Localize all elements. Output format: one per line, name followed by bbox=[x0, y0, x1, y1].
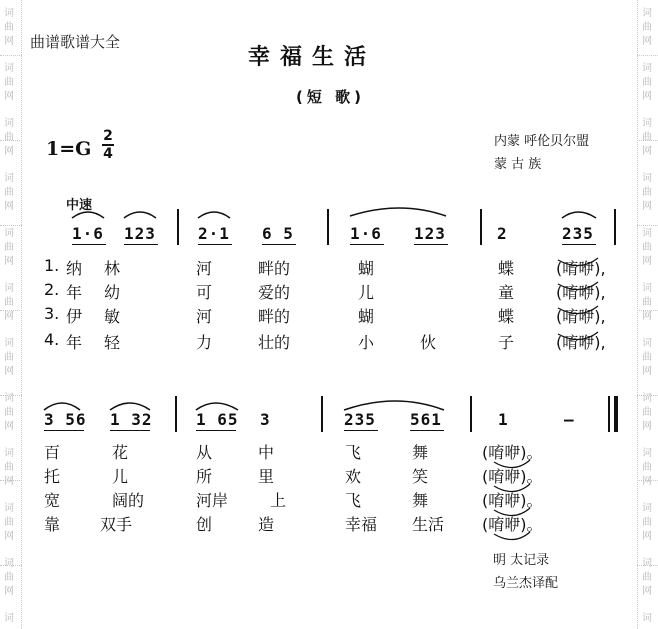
note-group: 561 bbox=[410, 410, 442, 429]
watermark-glyph: 曲 bbox=[4, 22, 14, 33]
lyric-word: 轻 bbox=[104, 333, 121, 352]
slur bbox=[344, 401, 444, 410]
lyric-word: 蝴 bbox=[358, 259, 375, 278]
lyric-word: 靠 bbox=[44, 515, 61, 534]
lyric-word: 上 bbox=[270, 491, 287, 510]
lyric-word: 百 bbox=[44, 443, 61, 462]
watermark-glyph: 词 bbox=[642, 173, 652, 184]
watermark-glyph: 曲 bbox=[642, 22, 652, 33]
watermark-glyph: 词 bbox=[642, 228, 652, 239]
lyricist-credit: 乌兰杰译配 bbox=[493, 576, 559, 591]
watermark-glyph: 网 bbox=[642, 421, 652, 432]
watermark-glyph: 词 bbox=[642, 558, 652, 569]
watermark-glyph: 词 bbox=[4, 503, 14, 514]
watermark-glyph: 词 bbox=[642, 393, 652, 404]
watermark-glyph: 网 bbox=[642, 586, 652, 597]
beam bbox=[198, 244, 232, 245]
lyric-word: 笑 bbox=[412, 467, 429, 486]
note-group: 3 56 bbox=[44, 410, 87, 429]
slur bbox=[562, 212, 596, 218]
lyric-word: 中 bbox=[258, 443, 275, 462]
lyric-word: 河 bbox=[196, 307, 213, 326]
slur bbox=[44, 403, 80, 410]
lyric-word: 舞 bbox=[412, 443, 429, 462]
bar-line bbox=[321, 396, 323, 432]
lyric-word: 儿 bbox=[112, 467, 129, 486]
note-group: 123 bbox=[124, 224, 156, 243]
lyric-word: 托 bbox=[44, 467, 61, 486]
watermark-glyph: 网 bbox=[642, 366, 652, 377]
lyric-word: 宽 bbox=[44, 491, 61, 510]
lyric-word: 畔的 bbox=[258, 259, 291, 278]
time-denominator: 4 bbox=[103, 146, 113, 162]
watermark-glyph: 网 bbox=[4, 36, 14, 47]
watermark-glyph: 曲 bbox=[642, 352, 652, 363]
note-group: 2 bbox=[497, 224, 508, 243]
lyric-word: 伊 bbox=[66, 307, 83, 326]
lyric-word: 蝴 bbox=[358, 307, 375, 326]
lyric-word: 幼 bbox=[104, 283, 121, 302]
beam bbox=[262, 244, 296, 245]
lyric-word: 创 bbox=[196, 515, 213, 534]
ethnic-label: 蒙 古 族 bbox=[494, 157, 542, 172]
watermark-glyph: 曲 bbox=[4, 242, 14, 253]
watermark-glyph: 网 bbox=[4, 91, 14, 102]
lyric-word: 爱的 bbox=[258, 283, 291, 302]
lyric-word: (唷咿)。 bbox=[482, 467, 543, 486]
beam bbox=[196, 430, 236, 431]
lyric-word: (唷咿), bbox=[556, 283, 606, 302]
lyric-word: 力 bbox=[196, 333, 213, 352]
watermark-glyph: 词 bbox=[642, 448, 652, 459]
note-group: 1 32 bbox=[110, 410, 153, 429]
watermark-glyph: 网 bbox=[4, 476, 14, 487]
beam bbox=[414, 244, 448, 245]
lyric-word: 飞 bbox=[345, 443, 362, 462]
watermark-glyph: 曲 bbox=[642, 462, 652, 473]
lyric-word: 畔的 bbox=[258, 307, 291, 326]
lyric-word: 敏 bbox=[104, 307, 121, 326]
watermark-glyph: 词 bbox=[4, 118, 14, 129]
song-title: 幸福生活 bbox=[248, 45, 377, 70]
beam bbox=[350, 244, 384, 245]
watermark-glyph: 网 bbox=[4, 311, 14, 322]
beam bbox=[410, 430, 444, 431]
lyric-word: 双手 bbox=[100, 515, 133, 534]
watermark-glyph: 网 bbox=[642, 91, 652, 102]
lyric-word: 花 bbox=[112, 443, 129, 462]
lyric-word: 伙 bbox=[420, 333, 437, 352]
watermark-glyph: 曲 bbox=[4, 77, 14, 88]
lyric-word: (唷咿), bbox=[556, 307, 606, 326]
note-group: 6 5 bbox=[262, 224, 294, 243]
lyric-word: 纳 bbox=[66, 259, 83, 278]
watermark-glyph: 词 bbox=[4, 338, 14, 349]
lyric-word: 子 bbox=[498, 333, 515, 352]
watermark-glyph: 词 bbox=[642, 283, 652, 294]
watermark-glyph: 曲 bbox=[642, 407, 652, 418]
slur bbox=[110, 403, 150, 410]
lyric-word: 舞 bbox=[412, 491, 429, 510]
watermark-glyph: 曲 bbox=[4, 132, 14, 143]
beam bbox=[344, 430, 378, 431]
note-group: 1·6 bbox=[350, 224, 382, 243]
lyric-word: 年 bbox=[66, 333, 83, 352]
watermark-glyph: 曲 bbox=[642, 132, 652, 143]
lyric-word: 所 bbox=[196, 467, 213, 486]
watermark-glyph: 曲 bbox=[4, 352, 14, 363]
note-group: 1 bbox=[498, 410, 509, 429]
lyric-word: 4. bbox=[44, 330, 60, 349]
slur bbox=[350, 208, 446, 216]
bar-line bbox=[175, 396, 177, 432]
watermark-glyph: 曲 bbox=[642, 77, 652, 88]
watermark-glyph: 词 bbox=[4, 63, 14, 74]
lyric-word: 河 bbox=[196, 259, 213, 278]
watermark-glyph: 词 bbox=[642, 503, 652, 514]
beam bbox=[72, 244, 106, 245]
final-bar-line bbox=[614, 396, 618, 432]
note-group: 123 bbox=[414, 224, 446, 243]
beam bbox=[44, 430, 84, 431]
watermark-glyph: 网 bbox=[4, 421, 14, 432]
song-subtitle: (短 歌) bbox=[296, 88, 365, 106]
lyric-word: 生活 bbox=[412, 515, 445, 534]
region-label: 内蒙 呼伦贝尔盟 bbox=[494, 134, 590, 149]
lyric-word: 小 bbox=[358, 333, 375, 352]
watermark-glyph: 曲 bbox=[4, 187, 14, 198]
lyric-word: (唷咿)。 bbox=[482, 491, 543, 510]
slur bbox=[196, 403, 238, 410]
beam bbox=[110, 430, 150, 431]
lyric-word: 1. bbox=[44, 256, 60, 275]
watermark-glyph: 网 bbox=[642, 476, 652, 487]
lyric-word: 河岸 bbox=[196, 491, 229, 510]
watermark-glyph: 网 bbox=[4, 586, 14, 597]
watermark-glyph: 词 bbox=[4, 228, 14, 239]
lyric-word: 里 bbox=[258, 467, 275, 486]
note-group: 1·6 bbox=[72, 224, 104, 243]
watermark-glyph: 网 bbox=[642, 311, 652, 322]
lyric-word: 从 bbox=[196, 443, 213, 462]
watermark-glyph: 曲 bbox=[642, 242, 652, 253]
key-signature: 1=G bbox=[46, 138, 92, 160]
time-numerator: 2 bbox=[103, 128, 113, 144]
tempo-marking: 中速 bbox=[66, 198, 93, 213]
recorder-credit: 明 太记录 bbox=[493, 553, 550, 568]
slur bbox=[198, 212, 230, 218]
lyric-word: 童 bbox=[498, 283, 515, 302]
watermark-glyph: 曲 bbox=[4, 297, 14, 308]
watermark-glyph: 词 bbox=[4, 8, 14, 19]
watermark-glyph: 网 bbox=[642, 201, 652, 212]
note-group: 1 65 bbox=[196, 410, 239, 429]
watermark-glyph: 曲 bbox=[642, 187, 652, 198]
watermark-glyph: 词 bbox=[642, 118, 652, 129]
note-group: 3 bbox=[260, 410, 271, 429]
watermark-glyph: 曲 bbox=[4, 462, 14, 473]
bar-line bbox=[608, 396, 610, 432]
lyric-word: 3. bbox=[44, 304, 60, 323]
lyric-word: (唷咿)。 bbox=[482, 443, 543, 462]
note-group: – bbox=[564, 410, 575, 429]
lyric-word: (唷咿), bbox=[556, 333, 606, 352]
note-group: 235 bbox=[344, 410, 376, 429]
watermark-glyph: 词 bbox=[4, 393, 14, 404]
beam bbox=[562, 244, 596, 245]
watermark-glyph: 词 bbox=[642, 338, 652, 349]
watermark-glyph: 曲 bbox=[4, 517, 14, 528]
slur bbox=[124, 212, 156, 218]
watermark-glyph: 曲 bbox=[642, 517, 652, 528]
watermark-glyph: 网 bbox=[642, 36, 652, 47]
watermark-glyph: 词 bbox=[4, 448, 14, 459]
bar-line bbox=[470, 396, 472, 432]
watermark-glyph: 词 bbox=[642, 613, 652, 624]
lyric-word: 造 bbox=[258, 515, 275, 534]
lyric-word: 飞 bbox=[345, 491, 362, 510]
watermark-glyph: 曲 bbox=[642, 572, 652, 583]
lyric-word: (唷咿)。 bbox=[482, 515, 543, 534]
note-group: 2·1 bbox=[198, 224, 230, 243]
watermark-glyph: 网 bbox=[642, 531, 652, 542]
lyric-word: 阔的 bbox=[112, 491, 145, 510]
watermark-glyph: 网 bbox=[4, 146, 14, 157]
watermark-glyph: 词 bbox=[4, 173, 14, 184]
watermark-glyph: 词 bbox=[4, 283, 14, 294]
lyric-word: 2. bbox=[44, 280, 60, 299]
watermark-glyph: 网 bbox=[4, 256, 14, 267]
watermark-glyph: 曲 bbox=[4, 407, 14, 418]
lyric-word: 欢 bbox=[345, 467, 362, 486]
lyric-word: (唷咿), bbox=[556, 259, 606, 278]
watermark-glyph: 词 bbox=[4, 558, 14, 569]
watermark-glyph: 网 bbox=[4, 366, 14, 377]
slur bbox=[72, 212, 104, 218]
watermark-glyph: 词 bbox=[4, 613, 14, 624]
lyric-word: 幸福 bbox=[345, 515, 378, 534]
lyric-word: 林 bbox=[104, 259, 121, 278]
site-label: 曲谱歌谱大全 bbox=[30, 33, 121, 51]
lyric-word: 壮的 bbox=[258, 333, 291, 352]
watermark-glyph: 词 bbox=[642, 63, 652, 74]
watermark-glyph: 词 bbox=[642, 8, 652, 19]
watermark-glyph: 网 bbox=[4, 201, 14, 212]
note-group: 235 bbox=[562, 224, 594, 243]
lyric-word: 蝶 bbox=[498, 259, 515, 278]
watermark-glyph: 曲 bbox=[4, 572, 14, 583]
watermark-glyph: 网 bbox=[642, 146, 652, 157]
watermark-glyph: 网 bbox=[4, 531, 14, 542]
lyric-word: 蝶 bbox=[498, 307, 515, 326]
beam bbox=[124, 244, 158, 245]
lyric-word: 年 bbox=[66, 283, 83, 302]
lyric-word: 可 bbox=[196, 283, 213, 302]
watermark-glyph: 网 bbox=[642, 256, 652, 267]
lyric-word: 儿 bbox=[358, 283, 375, 302]
watermark-glyph: 曲 bbox=[642, 297, 652, 308]
